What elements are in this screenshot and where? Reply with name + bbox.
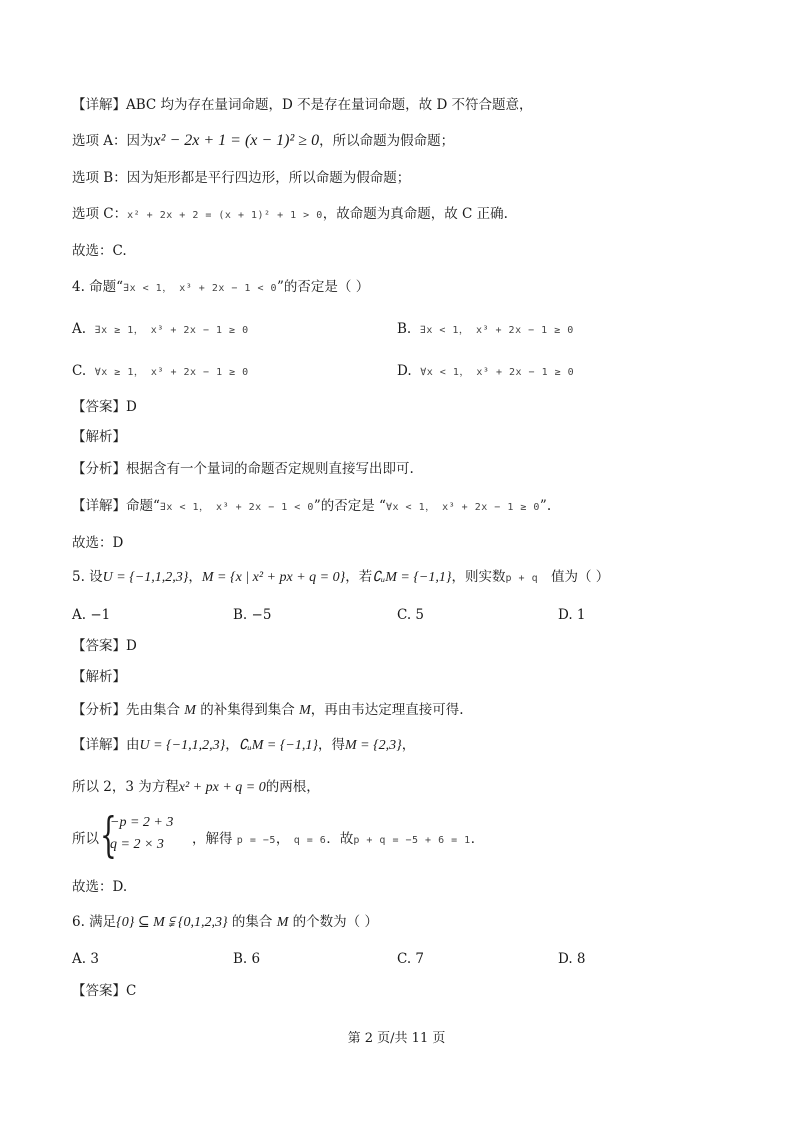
math-expression: x² − 2x + 1 = (x − 1)² ≥ 0	[153, 132, 320, 149]
text: 【答案】C	[72, 983, 137, 999]
math-expression: p = −5	[236, 835, 276, 846]
question-6-option-a	[72, 949, 99, 969]
text: ”.	[539, 498, 552, 514]
equation-row-1: −p = 2 + 3	[110, 815, 174, 830]
option-c-explanation	[72, 204, 508, 226]
question-4-option-d	[397, 361, 574, 383]
math-expression: ∀x < 1， x³ + 2x − 1 ≥ 0	[420, 367, 575, 378]
question-5-fenxi	[72, 700, 464, 721]
text: 选项 B：因为矩形都是平行四边形，所以命题为假命题；	[72, 170, 411, 186]
math-expression: p + q	[505, 573, 539, 584]
text: 的集合	[227, 914, 277, 930]
text: 故选：D	[72, 535, 124, 551]
question-4-option-b	[397, 319, 574, 341]
math-expression: x² + 2x + 2 = (x + 1)² + 1 > 0	[127, 210, 323, 221]
option-label: B.	[397, 321, 412, 337]
question-6-option-d	[558, 949, 586, 969]
option-text: A. −1	[72, 607, 111, 623]
text: 选项 C：	[72, 206, 128, 222]
math-expression: M = {x | x² + px + q = 0}	[201, 570, 346, 585]
question-5-system-prefix	[72, 829, 99, 849]
text: ，	[188, 569, 202, 585]
text: ．故	[326, 831, 354, 847]
text: 【解析】	[72, 429, 126, 445]
text: ”的否定是（ ）	[277, 279, 370, 295]
choose-line	[72, 241, 127, 261]
option-text: B. 6	[233, 951, 261, 967]
text: ，则实数	[451, 569, 506, 585]
math-expression: ∃x < 1， x³ + 2x − 1 ≥ 0	[419, 325, 574, 336]
text: ，	[275, 831, 290, 847]
option-text: B. −5	[233, 607, 272, 623]
option-text: C. 5	[397, 607, 425, 623]
text: 所以 2，3 为方程	[72, 779, 179, 795]
question-5-stem	[72, 567, 609, 589]
math-expression: q = 6	[293, 835, 327, 846]
question-5-option-b	[233, 605, 271, 625]
question-4-jiexi	[72, 427, 126, 447]
text: 所以	[72, 831, 99, 847]
text: 的个数为（ ）	[288, 914, 378, 930]
option-b-explanation	[72, 168, 410, 188]
option-text: D. 8	[558, 951, 586, 967]
math-expression: M = {2,3}	[344, 738, 402, 753]
text: ，	[225, 737, 239, 753]
page-footer: 第 2 页/共 11 页	[347, 1031, 446, 1046]
text: ．	[470, 831, 485, 847]
question-5-jiexi	[72, 667, 126, 687]
option-text: C. 7	[397, 951, 425, 967]
detail-line	[72, 95, 533, 115]
text: 【答案】D	[72, 638, 137, 654]
text: ，得	[317, 737, 345, 753]
option-label: C.	[72, 363, 87, 379]
equation-system	[100, 807, 190, 863]
text: ，再由韦达定理直接可得.	[310, 702, 464, 718]
text: ，若	[345, 569, 373, 585]
text: ，故命题为真命题，故 C 正确.	[322, 206, 508, 222]
question-5-answer	[72, 636, 137, 656]
math-expression: ∀x < 1， x³ + 2x − 1 ≥ 0	[385, 502, 540, 513]
text: 的补集得到集合	[195, 702, 300, 718]
math-expression: ∁ᵤM = {−1,1}	[238, 738, 318, 753]
equation-row-2: q = 2 × 3	[110, 837, 164, 852]
text: 值为（ ）	[550, 569, 610, 585]
text: 故选：D.	[72, 879, 128, 895]
question-5-detail	[72, 735, 415, 756]
text: 4. 命题“	[72, 279, 124, 295]
text: 选项 A：因为	[72, 133, 154, 149]
question-5-roots	[72, 777, 320, 798]
math-expression: x² + px + q = 0	[178, 780, 266, 795]
text: ，解得	[192, 831, 233, 847]
question-5-option-a	[72, 605, 110, 625]
question-4-fenxi	[72, 459, 414, 479]
question-5-system-result	[192, 829, 484, 851]
text: 【分析】先由集合	[72, 702, 185, 718]
question-4-detail	[72, 496, 551, 518]
question-4-answer	[72, 397, 137, 417]
text: 5. 设	[72, 569, 103, 585]
option-text: A. 3	[72, 951, 99, 967]
math-expression: ∃x < 1， x³ + 2x − 1 < 0	[123, 283, 278, 294]
math-expression: ∃x < 1， x³ + 2x − 1 < 0	[159, 502, 314, 513]
text: 的两根，	[265, 779, 320, 795]
question-5-option-c	[397, 605, 424, 625]
math-expression: U = {−1,1,2,3}	[139, 738, 226, 753]
question-4-stem	[72, 277, 369, 299]
question-5-choose	[72, 877, 127, 897]
option-a-explanation	[72, 131, 454, 151]
math-variable: M	[299, 703, 311, 718]
question-6-option-c	[397, 949, 424, 969]
text: 【详解】ABC 均为存在量词命题，D 不是存在量词命题，故 D 不符合题意，	[72, 97, 533, 113]
math-expression: p + q = −5 + 6 = 1	[353, 835, 471, 846]
question-5-option-d	[558, 605, 586, 625]
math-expression: ∃x ≥ 1， x³ + 2x − 1 ≥ 0	[94, 325, 249, 336]
text: ，	[401, 737, 416, 753]
text: 故选：C.	[72, 243, 127, 259]
text: 【详解】由	[72, 737, 140, 753]
text: 【详解】命题“	[72, 498, 160, 514]
option-text: D. 1	[558, 607, 586, 623]
math-expression: {0} ⊆ M ⫋ {0,1,2,3}	[116, 915, 228, 930]
text: ，所以命题为假命题；	[319, 133, 455, 149]
question-6-stem	[72, 912, 378, 933]
math-variable: M	[276, 915, 289, 930]
question-4-option-a	[72, 319, 249, 341]
math-expression: ∀x ≥ 1， x³ + 2x − 1 ≥ 0	[94, 367, 249, 378]
question-6-answer	[72, 981, 136, 1001]
option-label: D.	[397, 363, 412, 379]
text: 【分析】根据含有一个量词的命题否定规则直接写出即可.	[72, 461, 414, 477]
math-expression: U = {−1,1,2,3}	[102, 570, 189, 585]
question-6-option-b	[233, 949, 260, 969]
math-variable: M	[184, 703, 196, 718]
brace: {	[100, 807, 117, 863]
question-4-option-c	[72, 361, 249, 383]
text: 6. 满足	[72, 914, 117, 930]
text: 【解析】	[72, 669, 126, 685]
text: ”的否定是 “	[313, 498, 386, 514]
math-expression: ∁ᵤM = {−1,1}	[372, 570, 452, 585]
question-4-choose	[72, 533, 123, 553]
text: 【答案】D	[72, 399, 137, 415]
option-label: A.	[72, 321, 87, 337]
